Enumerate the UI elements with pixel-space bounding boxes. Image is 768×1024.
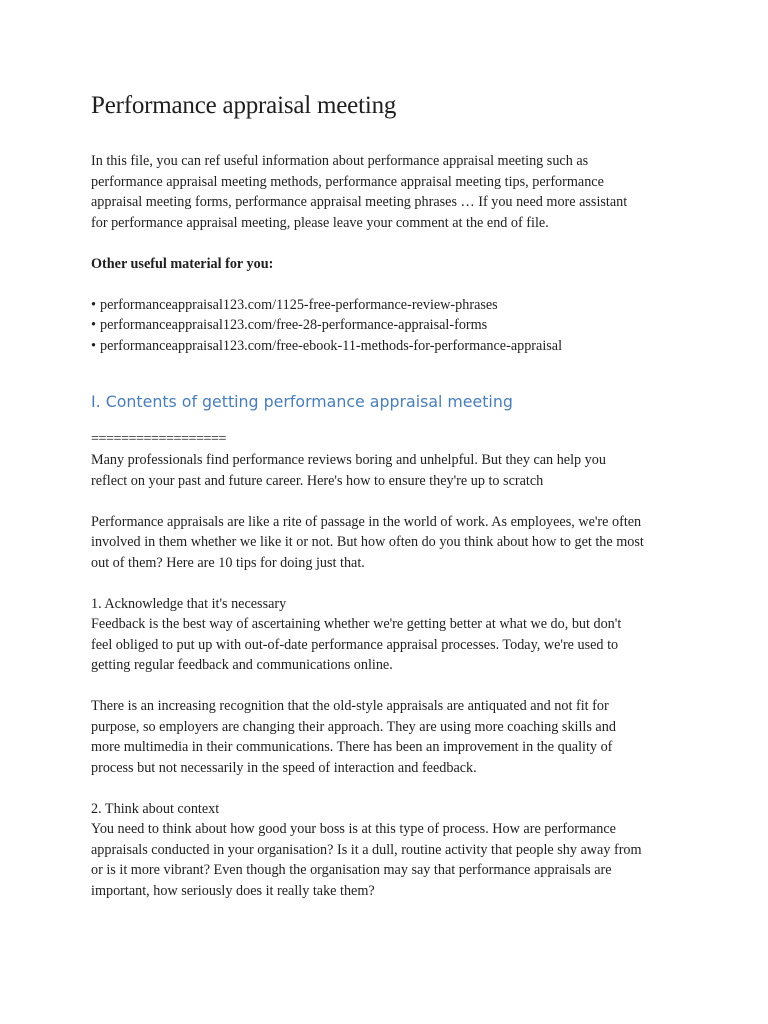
paragraph-line: process but not necessarily in the speed of interaction and feedback. <box>91 759 477 776</box>
intro-line: for performance appraisal meeting, please leave your comment at the end of file. <box>91 214 549 231</box>
other-material-label: Other useful material for you: <box>91 256 274 272</box>
paragraph-line: or is it more vibrant? Even though the organisation may say that performance appraisals are <box>91 862 612 878</box>
link-item[interactable] <box>91 315 691 336</box>
useful-links-list <box>91 295 691 357</box>
paragraph-2 <box>91 512 691 574</box>
paragraph-3 <box>91 696 691 778</box>
paragraph-line: There is an increasing recognition that the old-style appraisals are antiquated and not fit for <box>91 698 609 714</box>
intro-line: appraisal meeting forms, performance appraisal meeting phrases … If you need more assistant <box>91 194 628 210</box>
intro-line: performance appraisal meeting methods, performance appraisal meeting tips, performance <box>91 173 604 190</box>
paragraph-line: Performance appraisals are like a rite of passage in the world of work. As employees, we're often <box>91 513 642 530</box>
paragraph-line: appraisals conducted in your organisation? Is it a dull, routine activity that people shy away from <box>91 841 642 858</box>
paragraph-line: getting regular feedback and communications online. <box>91 657 393 673</box>
separator-line: ================== <box>91 431 227 447</box>
link-item[interactable] <box>91 336 691 357</box>
paragraph-line: Feedback is the best way of ascertaining whether we're getting better at what we do, but don't <box>91 616 622 632</box>
tip-1 <box>91 594 691 676</box>
section-heading: I. Contents of getting performance appraisal meeting <box>91 392 513 411</box>
link-text[interactable]: performanceappraisal123.com/1125-free-performance-review-phrases <box>100 296 498 313</box>
bullet-icon: • <box>91 296 96 313</box>
paragraph-line: You need to think about how good your boss is at this type of process. How are performance <box>91 821 616 837</box>
tip-2 <box>91 799 691 902</box>
document-title: Performance appraisal meeting <box>91 92 397 119</box>
paragraph-line: Many professionals find performance reviews boring and unhelpful. But they can help you <box>91 452 606 468</box>
bullet-icon: • <box>91 337 96 354</box>
paragraph-1 <box>91 450 691 491</box>
paragraph-line: reflect on your past and future career. Here's how to ensure they're up to scratch <box>91 472 544 489</box>
link-text[interactable]: performanceappraisal123.com/free-ebook-11-methods-for-performance-appraisal <box>100 337 563 354</box>
link-text[interactable]: performanceappraisal123.com/free-28-performance-appraisal-forms <box>100 317 488 333</box>
paragraph-line: more multimedia in their communications. There has been an improvement in the quality of <box>91 739 613 755</box>
tip-heading: 1. Acknowledge that it's necessary <box>91 595 287 612</box>
paragraph-line: out of them? Here are 10 tips for doing just that. <box>91 554 365 571</box>
document-page <box>91 90 691 901</box>
paragraph-line: feel obliged to put up with out-of-date performance appraisal processes. Today, we're used to <box>91 636 619 653</box>
intro-paragraph <box>91 151 691 233</box>
bullet-icon: • <box>91 317 96 333</box>
link-item[interactable] <box>91 295 691 316</box>
intro-line: In this file, you can ref useful information about performance appraisal meeting such as <box>91 153 589 169</box>
paragraph-line: involved in them whether we like it or not. But how often do you think about how to get the most <box>91 534 644 550</box>
paragraph-line: purpose, so employers are changing their approach. They are using more coaching skills and <box>91 718 616 735</box>
tip-heading: 2. Think about context <box>91 800 220 817</box>
paragraph-line: important, how seriously does it really take them? <box>91 882 375 899</box>
